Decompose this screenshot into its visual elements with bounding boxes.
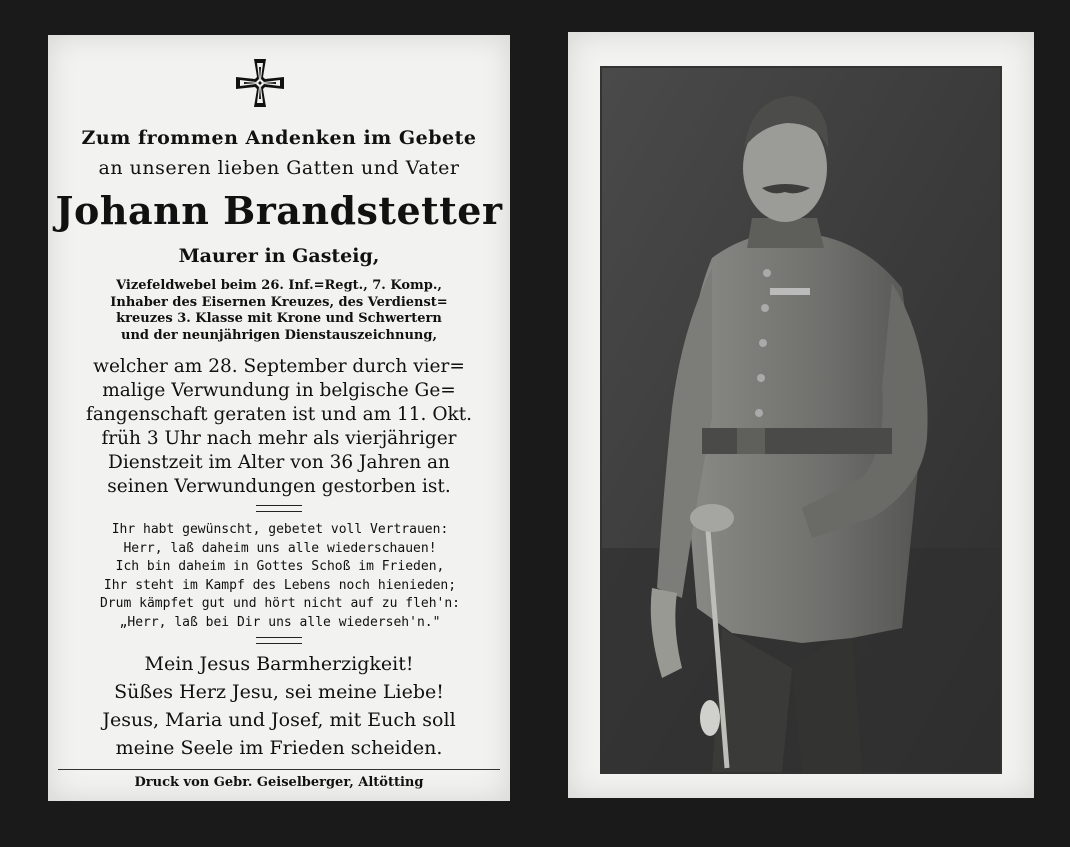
prayer-block [48, 650, 510, 762]
portrait-photo [600, 66, 1002, 774]
divider [256, 505, 302, 512]
death-line: welcher am 28. September durch vier= [93, 356, 465, 377]
header-line-1: Zum frommen Andenken im Gebete [81, 127, 477, 149]
verse-block [60, 521, 500, 632]
death-line: malige Verwundung in belgische Ge= [102, 380, 456, 401]
verse-line: Herr, laß daheim uns alle wiederschauen! [123, 540, 437, 556]
prayer-line: Mein Jesus Barmherzigkeit! [144, 653, 414, 675]
rank-line: kreuzes 3. Klasse mit Krone und Schwertern [116, 311, 442, 326]
occupation: Maurer in Gasteig, [178, 245, 380, 267]
prayer-line: Jesus, Maria und Josef, mit Euch soll [102, 709, 456, 731]
deceased-name: Johann Brandstetter [55, 188, 503, 233]
prayer-line: Süßes Herz Jesu, sei meine Liebe! [114, 681, 444, 703]
rank-line: Inhaber des Eisernen Kreuzes, des Verdienst= [110, 294, 448, 310]
iron-cross-icon [234, 57, 286, 109]
death-line: Dienstzeit im Alter von 36 Jahren an [108, 452, 450, 473]
header-line-2: an unseren lieben Gatten und Vater [98, 157, 460, 179]
memorial-text-card [48, 35, 510, 801]
rank-line: Vizefeldwebel beim 26. Inf.=Regt., 7. Komp., [116, 278, 442, 293]
military-rank-text [58, 278, 500, 344]
photo-card [568, 32, 1034, 798]
death-notice-text [58, 355, 500, 499]
printer-credit: Druck von Gebr. Geiselberger, Altötting [134, 775, 424, 790]
soldier-portrait-image [602, 68, 1000, 772]
death-line: fangenschaft geraten ist und am 11. Okt. [85, 404, 473, 425]
verse-line: Drum kämpfet gut und hört nicht auf zu fleh'n: [99, 596, 461, 611]
rank-line: und der neunjährigen Dienstauszeichnung, [121, 327, 437, 343]
verse-line: „Herr, laß bei Dir uns alle wiederseh'n." [119, 614, 441, 630]
death-line: früh 3 Uhr nach mehr als vierjähriger [101, 428, 457, 449]
verse-line: Ihr habt gewünscht, gebetet voll Vertrauen: [111, 522, 449, 537]
divider [256, 637, 302, 644]
verse-line: Ich bin daheim in Gottes Schoß im Frieden, [115, 559, 445, 574]
verse-line: Ihr steht im Kampf des Lebens noch hienieden; [103, 577, 457, 593]
prayer-line: meine Seele im Frieden scheiden. [115, 737, 443, 759]
printer-rule [58, 769, 500, 770]
death-line: seinen Verwundungen gestorben ist. [107, 476, 451, 497]
